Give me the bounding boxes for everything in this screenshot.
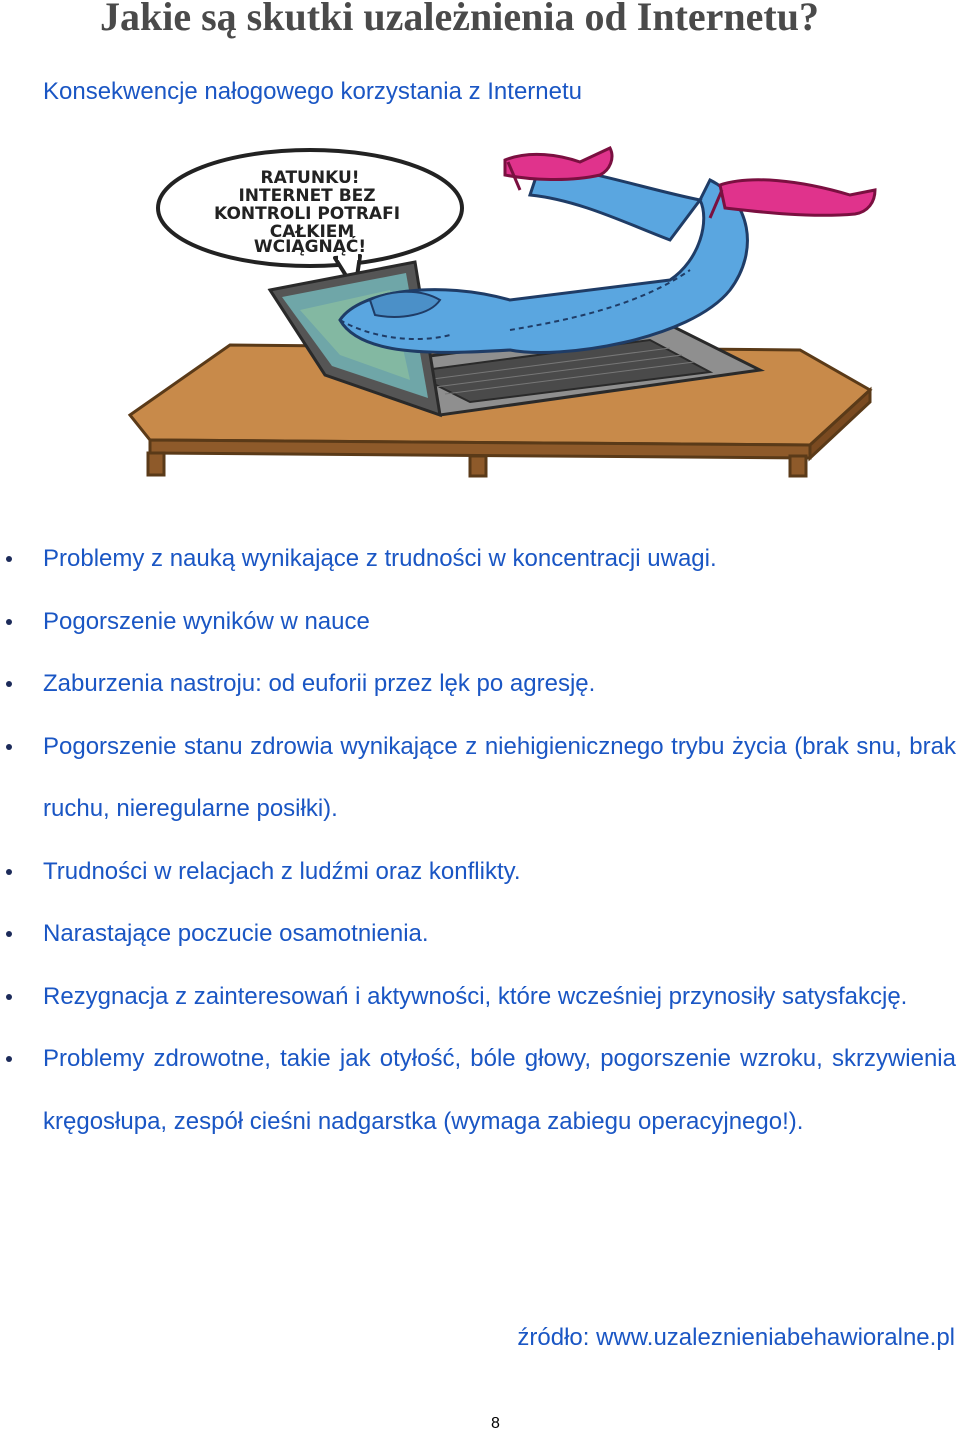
list-item-text: Problemy z nauką wynikające z trudności w koncentracji uwagi.: [43, 545, 717, 572]
bubble-line-1: RATUNKU!: [260, 168, 360, 188]
bullet-icon: [6, 619, 12, 625]
list-item-text: Narastające poczucie osamotnienia.: [43, 920, 429, 947]
page-title: Jakie są skutki uzależnienia od Internetu?: [100, 0, 819, 39]
list-item-text: Problemy zdrowotne, takie jak otyłość, bóle głowy, pogorszenie wzroku, skrzywienia kręgosłupa, zespół cieśni nadgarstka (wymaga zabiegu operacyjnego!).: [43, 1045, 956, 1135]
list-item: [0, 716, 960, 841]
list-item-text: Pogorszenie wyników w nauce: [43, 607, 370, 635]
page-subtitle: Konsekwencje nałogowego korzystania z Internetu: [43, 78, 582, 105]
bubble-line-5: WCIĄGNĄĆ!: [253, 237, 367, 257]
bullet-icon: [6, 556, 12, 562]
list-item-text: Zaburzenia nastroju: od euforii przez lęk po agresję.: [43, 670, 596, 697]
bullet-icon: [6, 744, 12, 750]
list-item: [0, 841, 960, 904]
bullet-icon: [6, 1056, 12, 1062]
list-item: [0, 966, 960, 1029]
bullet-icon: [6, 681, 12, 687]
list-item: [0, 528, 960, 591]
bubble-line-4: CAŁKIEM: [269, 222, 355, 242]
consequences-list: [0, 528, 960, 1153]
source-citation: źródło: www.uzaleznieniabehawioralne.pl: [517, 1324, 955, 1351]
bullet-icon: [6, 994, 12, 1000]
list-item: [0, 1028, 960, 1153]
internet-addiction-illustration: [110, 140, 900, 480]
list-item: [0, 653, 960, 716]
page-number: 8: [491, 1415, 500, 1432]
list-item: [0, 903, 960, 966]
list-item-text: Trudności w relacjach z ludźmi oraz konflikty.: [43, 857, 521, 885]
list-item-text: Pogorszenie stanu zdrowia wynikające z niehigienicznego trybu życia (brak snu, brak ruchu, nieregularne posiłki).: [43, 732, 956, 822]
bubble-line-2: INTERNET BEZ: [238, 186, 376, 206]
bullet-icon: [6, 931, 12, 937]
bullet-icon: [6, 869, 12, 875]
list-item: [0, 591, 960, 654]
bubble-line-3: KONTROLI POTRAFI: [214, 204, 401, 224]
list-item-text: Rezygnacja z zainteresowań i aktywności, które wcześniej przynosiły satysfakcję.: [43, 982, 908, 1010]
